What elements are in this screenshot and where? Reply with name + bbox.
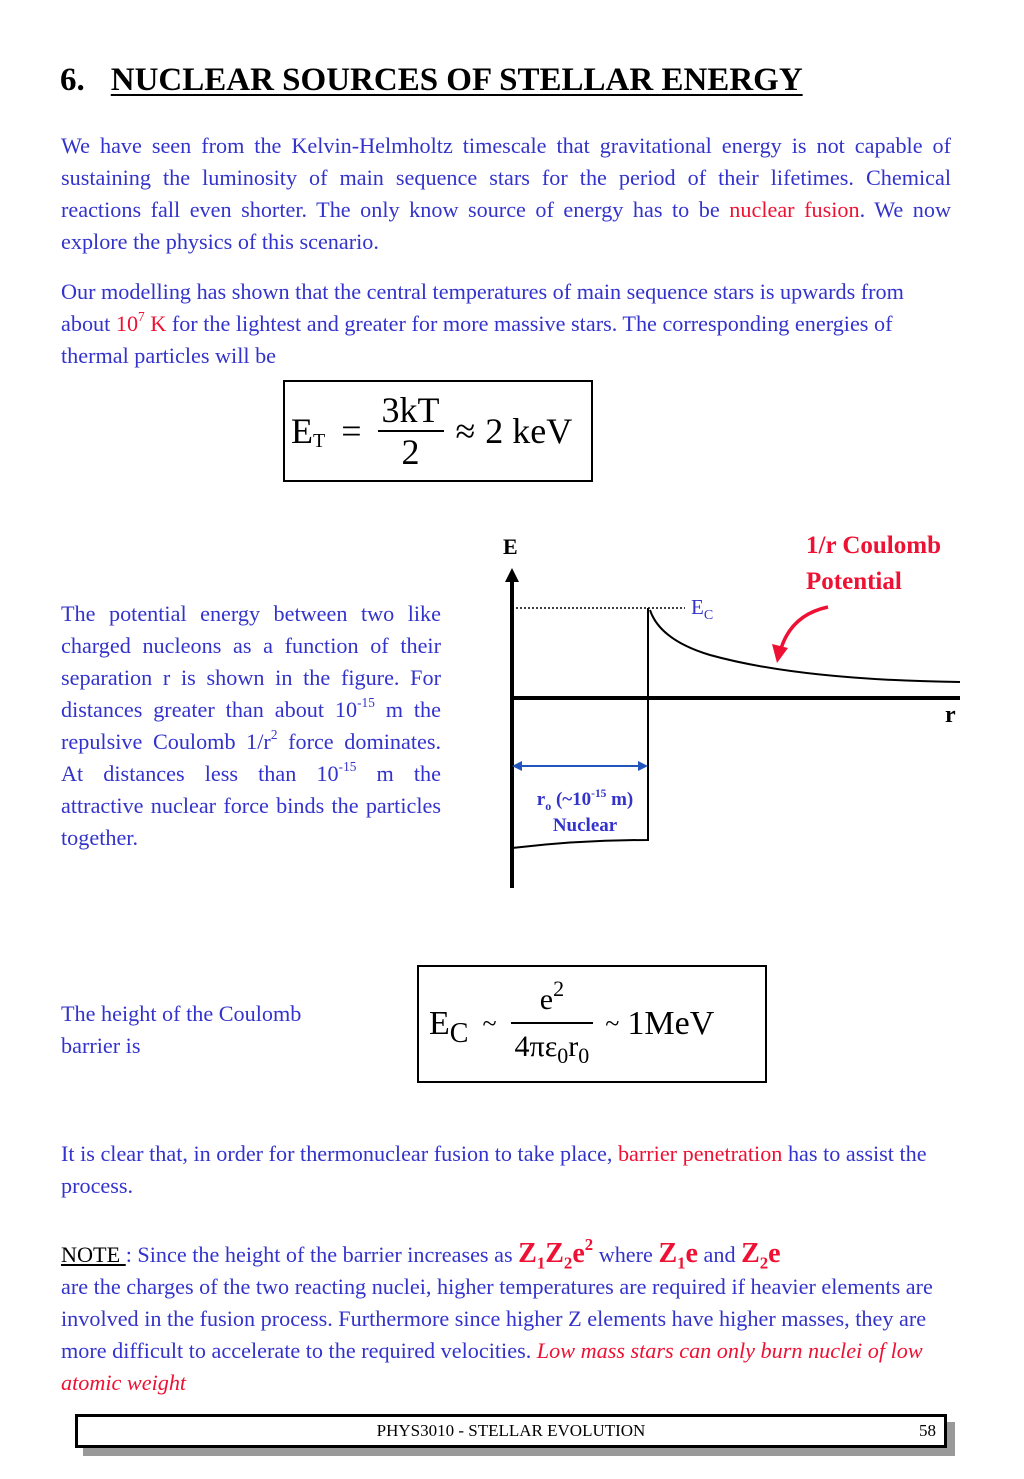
eq2-sim-left: ~ [482, 1009, 497, 1038]
footer-course: PHYS3010 - STELLAR EVOLUTION [376, 1421, 646, 1440]
eq2-value: 1MeV [627, 1005, 715, 1042]
r0-nuclear-label [515, 787, 655, 839]
footer-bar [75, 1414, 947, 1448]
barrier-height-paragraph: The height of the Coulomb barrier is [61, 1001, 302, 1058]
section-title: NUCLEAR SOURCES OF STELLAR ENERGY [110, 62, 803, 98]
r0-arrow-right [638, 761, 648, 771]
coulomb-curve [650, 610, 960, 682]
eq1-lhs: $E_T$ [291, 411, 326, 452]
ec-label: $E_C$ [691, 595, 714, 624]
coulomb-barrier-equation [417, 965, 767, 1083]
low-mass-stars-note: Low mass stars can only burn nuclei of low atomic weight [61, 1338, 923, 1395]
z1z2e2-expression: $Z_1Z_2e^2$ [518, 1235, 594, 1273]
page-title [60, 62, 803, 99]
note-label: NOTE [61, 1242, 126, 1267]
nuclear-label: Nuclear [552, 815, 618, 836]
eq1-fraction: $\frac{3kT}{2}$ [378, 390, 444, 472]
coulomb-pointer-arrowhead [772, 644, 788, 663]
coulomb-pointer-arrow [780, 607, 828, 652]
y-axis-label: E [503, 534, 518, 559]
barrier-penetration-highlight: barrier penetration [617, 1141, 783, 1166]
r0-label: $r_o$ ($\sim 10^{-15}$ m) [536, 787, 634, 813]
z2e-expression: $Z_2e$ [741, 1238, 781, 1273]
coulomb-potential-label: 1/r Coulomb Potential [806, 532, 941, 595]
eq1-value: 2 keV [485, 411, 573, 451]
thermal-energy-equation [283, 380, 593, 482]
intro-paragraph [61, 130, 951, 258]
note-paragraph: NOTE : Since the height of the barrier increases as $Z_1Z_2e^2$ where $Z_1e$ and $Z_2e$ are the charges of the two reacting nuclei, higher temperatures are required if heavier elements are involved in the fusion process. Furthermore since higher Z elements have higher masses, they are more difficult to accelerate to the required velocities. Low mass stars can only burn nuclei of low atomic weight [61, 1235, 933, 1395]
eq1-approx: ≈ [455, 411, 476, 451]
page-number: 58 [919, 1421, 936, 1440]
eq2-fraction: $\frac{e^2}{4\pi\varepsilon_0r_0}$ [511, 978, 594, 1070]
para1-text-b: . We now explore the physics of this scenario. [61, 197, 951, 254]
eq2-lhs: $E_C$ [429, 1005, 469, 1049]
eq1-equals: = [341, 411, 362, 451]
potential-energy-paragraph: The potential energy between two like charged nucleons as a function of their separation r is shown in the figure. For distances greater than about $10^{-15}$ m the repulsive Coulomb $1/r^2$ force dominates. At distances less than $10^{-15}$ m the attractive nuclear force binds the particles together. [61, 601, 442, 850]
x-axis-label: r [945, 702, 956, 728]
section-number: 6. [60, 62, 85, 98]
temperature-paragraph [61, 276, 951, 372]
para2-text-a: Our modelling has shown that the central temperatures of main sequence stars is upwards from about [61, 279, 904, 336]
barrier-penetration-paragraph: It is clear that, in order for thermonuclear fusion to take place, barrier penetration has to assist the process. [61, 1141, 927, 1198]
temperature-value: $10^7$ K [115, 309, 167, 336]
para1-text-a: We have seen from the Kelvin-Helmholtz timescale that gravitational energy is not capable of sustaining the luminosity of main sequence stars for the period of their lifetimes. Chemical reactions fall even shorter. The only know source of energy has to be [61, 133, 951, 222]
nuclear-fusion-highlight: nuclear fusion [729, 197, 860, 222]
eq2-sim-right: ~ [605, 1009, 620, 1038]
z1e-expression: $Z_1e$ [658, 1238, 698, 1273]
para2-text-b: for the lightest and greater for more massive stars. The corresponding energies of thermal particles will be [61, 311, 893, 368]
y-axis-arrowhead [505, 568, 519, 582]
